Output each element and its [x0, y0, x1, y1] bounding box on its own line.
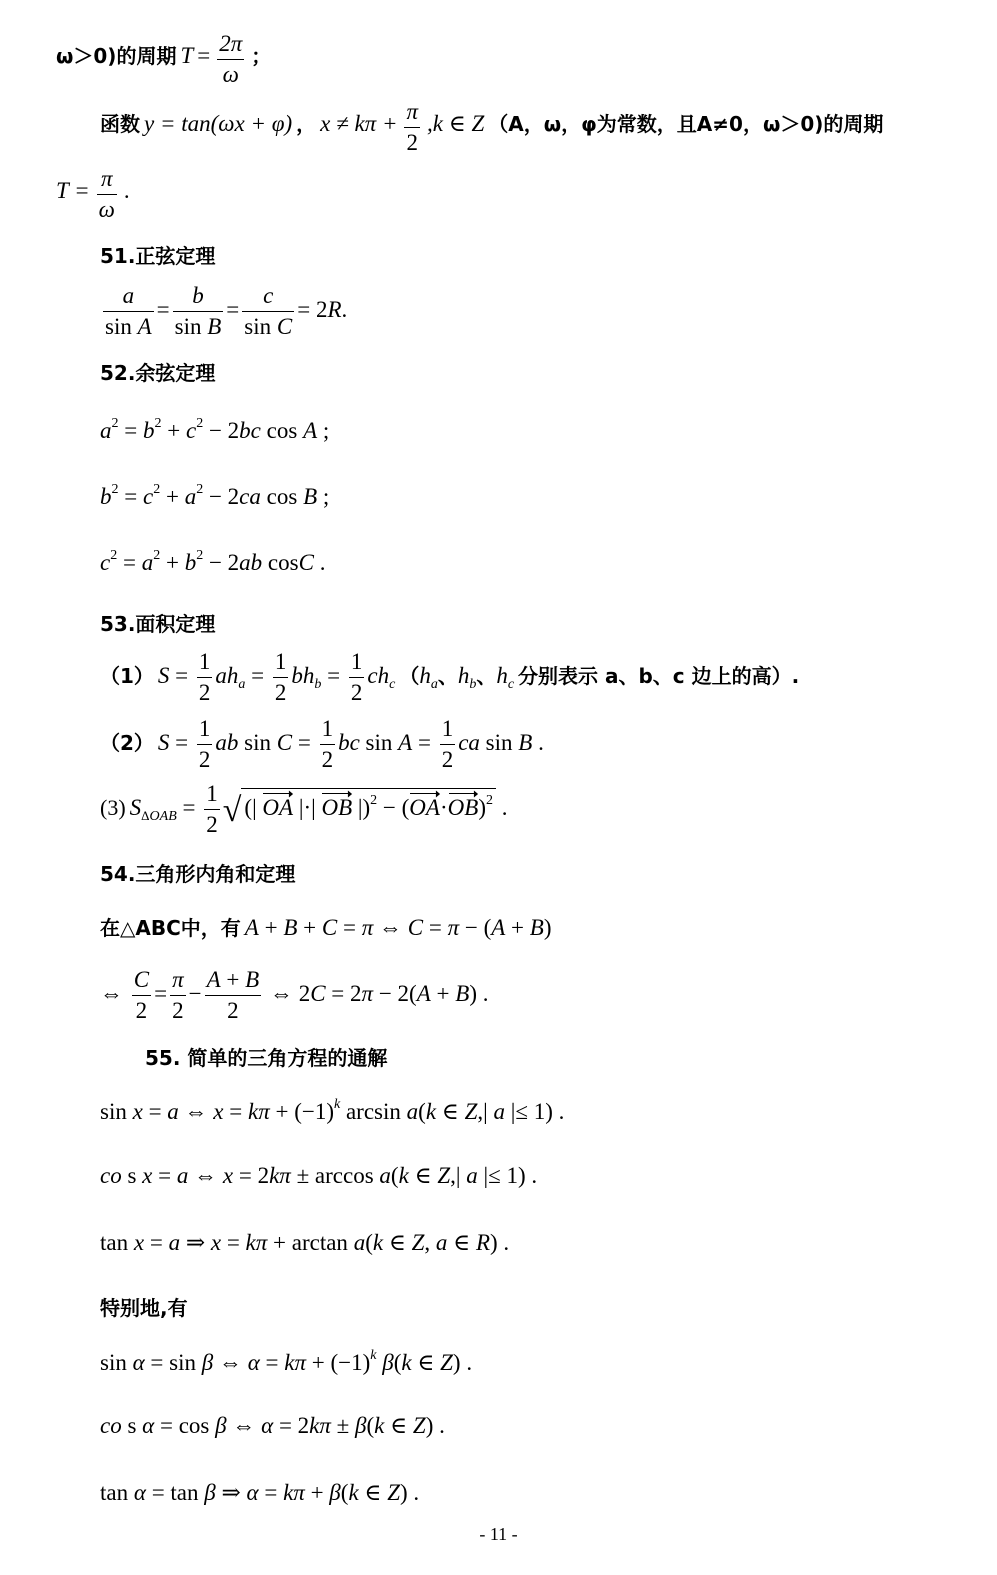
text-constants: （A，ω，φ为常数，且A≠0，ω＞0)的周期: [488, 112, 884, 137]
area-formula-2: （2） S = $\frac{1}{2}$ ab sin C = $\frac{1}{2}$ bc sin A = $\frac{1}{2}$ ca sin B .: [100, 716, 544, 772]
fraction-pi-omega: $\frac{\pi}{\omega}$: [98, 166, 115, 222]
section-55-title: 55. 简单的三角方程的通解: [145, 1046, 388, 1070]
special-case-label: 特别地,有: [100, 1296, 188, 1320]
section-52-title: 52.余弦定理: [100, 361, 216, 385]
special-sin: sin α = sin β ⇔ $\alpha = k\pi + (-1)^k$ β(k ∈ Z) .: [100, 1348, 473, 1375]
formula-k-in-z: ,k ∈ Z: [427, 111, 485, 137]
section-54-title: 54.三角形内角和定理: [100, 862, 296, 886]
fraction-pi-2: $\frac{\pi}{2}$: [406, 99, 419, 155]
section-51-title: 51.正弦定理: [100, 244, 216, 268]
semicolon: ；: [251, 44, 272, 69]
area-formula-1: （1） S = $\frac{1}{2}$ $ah_a$ = $\frac{1}{2}$ $bh_b$ = $\frac{1}{2}$ $ch_c$ （$h_a$、$h_b$、$h_c$ 分别表示 a、b、c 边上的高）.: [100, 649, 800, 705]
trig-eq-tan: tan x = a ⇒ x = kπ + arctan a(k ∈ Z, a ∈ R) .: [100, 1230, 510, 1255]
text-function: 函数: [100, 112, 140, 137]
formula-tan: y = tan(ωx + φ): [144, 111, 293, 137]
angle-sum-line-1: 在△ABC中，有 A + B + C = π ⇔ C = π − (A + B): [100, 915, 552, 940]
formula-sine-law: $\frac{a}{\text{sin A}}$ = $\frac{b}{\text{sin B}}$ = $\frac{c}{\text{sin C}}$ = 2R.: [105, 283, 348, 339]
trig-eq-sin: sin x = a ⇔ $x = k\pi + (-1)^k$ arcsin a(k ∈ Z,| a |≤ 1) .: [100, 1097, 565, 1124]
special-cos: co s α = cos β ⇔ α = 2kπ ± β(k ∈ Z) .: [100, 1413, 445, 1438]
symbol-T: T: [180, 43, 194, 69]
formula-domain: x ≠ kπ +: [320, 111, 398, 137]
symbol-T-eq: T =: [56, 178, 90, 204]
trig-eq-cos: co s x = a ⇔ x = 2kπ ± arccos a(k ∈ Z,| a |≤ 1) .: [100, 1163, 538, 1188]
section-53-title: 53.面积定理: [100, 612, 216, 636]
text-omega-condition: ω＞0)的周期: [56, 44, 177, 69]
page-number: - 11 -: [479, 1524, 518, 1544]
formula-cosine-law-c: $c^2 = a^2 + b^2 - 2ab$ cosC .: [100, 548, 326, 575]
formula-cosine-law-a: $a^2 = b^2 + c^2 - 2bc$ cos A ;: [100, 416, 330, 443]
angle-sum-line-2: ⇔ $\frac{C}{2}$ = $\frac{\pi}{2}$ − $\frac{A + B}{2}$ ⇔ 2C = 2π − 2(A + B) .: [100, 967, 489, 1023]
area-formula-3: (3) $S_{\Delta OAB}$ = $\frac{1}{2}$ √ (| OA |·| OB $|)^2 - (OA\cdot OB)^2$ .: [100, 781, 508, 837]
formula-cosine-law-b: $b^2 = c^2 + a^2 - 2ca$ cos B ;: [100, 482, 330, 509]
line-tan-function: 函数 y = tan(ωx + φ) ， x ≠ kπ + $\frac{\pi}{2}$ ,k ∈ Z （A，ω，φ为常数，且A≠0，ω＞0)的周期: [100, 99, 884, 155]
special-tan: tan α = tan β ⇒ α = kπ + β(k ∈ Z) .: [100, 1480, 420, 1505]
line-period-cos: ω＞0)的周期 T = $\frac{2\pi}{\omega}$ ；: [56, 31, 272, 87]
fraction-2pi-omega: $\frac{2\pi}{\omega}$: [219, 31, 243, 87]
line-tan-period: T = $\frac{\pi}{\omega}$ .: [56, 166, 130, 222]
